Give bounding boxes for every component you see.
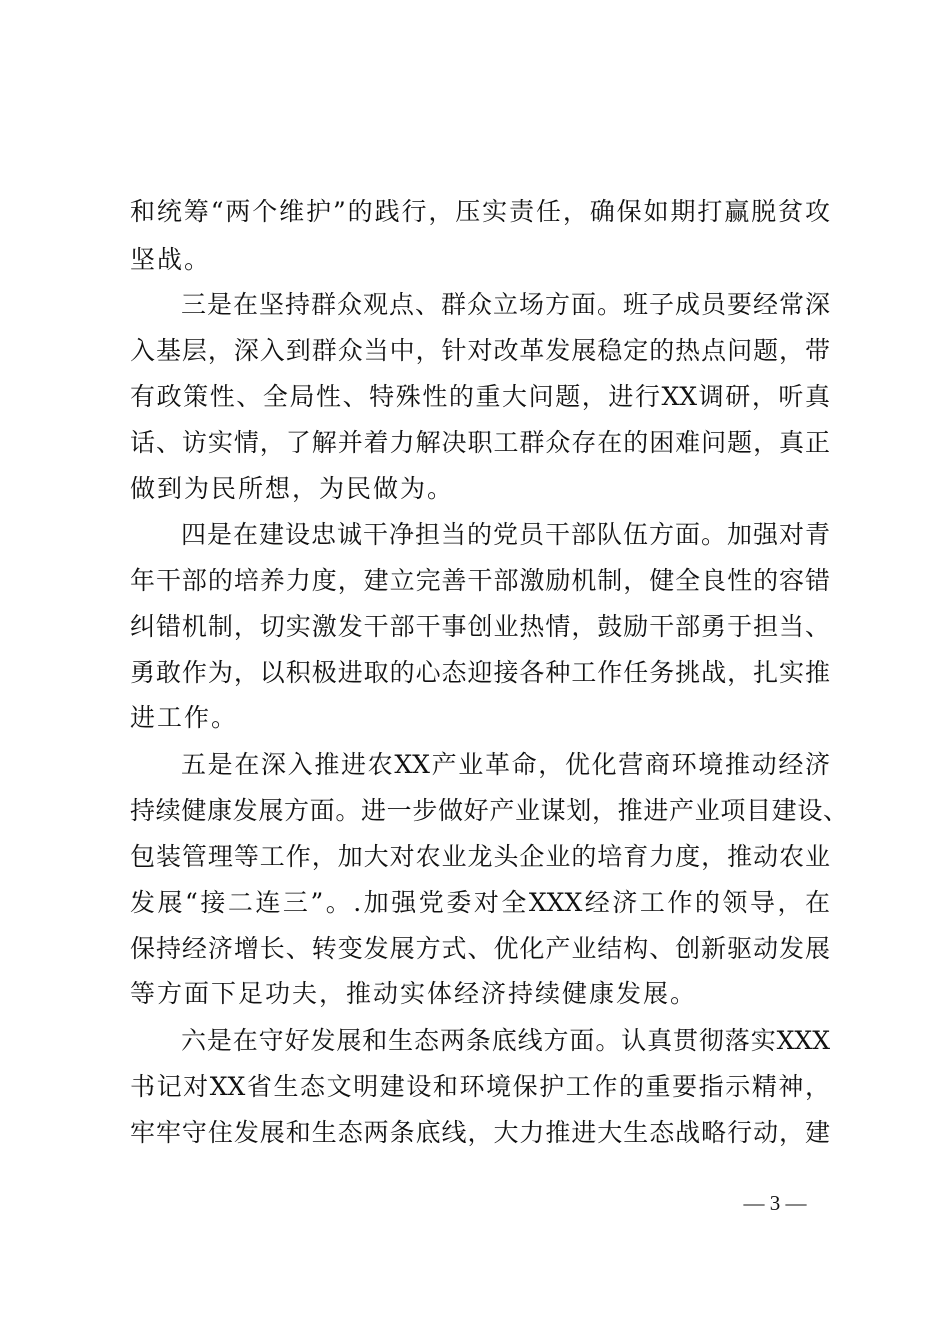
text-line: 有政策性、全局性、特殊性的重大问题，进行XX调研，听真 [130,382,830,411]
paragraph-first-line: 四是在建设忠诚干净担当的党员干部队伍方面。加强对青 [181,520,830,549]
text-line: 包装管理等工作，加大对农业龙头企业的培育力度，推动农业 [130,842,830,871]
text-line: 发展“接二连三”。.加强党委对全XXX经济工作的领导，在 [130,888,830,917]
text-line: 进工作。 [130,703,239,732]
text-line: 入基层，深入到群众当中，针对改革发展稳定的热点问题，带 [130,336,830,365]
text-line: 书记对XX省生态文明建设和环境保护工作的重要指示精神， [130,1072,830,1101]
text-line: 牢牢守住发展和生态两条底线，大力推进大生态战略行动，建 [130,1118,830,1147]
paragraph-first-line: 三是在坚持群众观点、群众立场方面。班子成员要经常深 [181,290,830,319]
text-line: 年干部的培养力度，建立完善干部激励机制，健全良性的容错 [130,566,830,595]
text-line: 保持经济增长、转变发展方式、优化产业结构、创新驱动发展 [130,934,830,963]
paragraph-first-line: 六是在守好发展和生态两条底线方面。认真贯彻落实XXX [181,1026,830,1055]
text-line: 纠错机制，切实激发干部干事创业热情，鼓励干部勇于担当、 [130,612,830,641]
text-line: 坚战。 [130,245,212,274]
paragraph-first-line: 五是在深入推进农XX产业革命，优化营商环境推动经济 [181,750,830,779]
text-line: 等方面下足功夫，推动实体经济持续健康发展。 [130,979,698,1008]
text-line: 持续健康发展方面。进一步做好产业谋划，推进产业项目建设、 [130,796,848,825]
text-line: 做到为民所想，为民做为。 [130,474,455,503]
page-number: — 3 — [743,1191,807,1215]
text-line: 勇敢作为，以积极进取的心态迎接各种工作任务挑战，扎实推 [130,658,830,687]
text-line: 话、访实情，了解并着力解决职工群众存在的困难问题，真正 [130,428,830,457]
text-line: 和统筹“两个维护”的践行，压实责任，确保如期打赢脱贫攻 [130,197,830,226]
